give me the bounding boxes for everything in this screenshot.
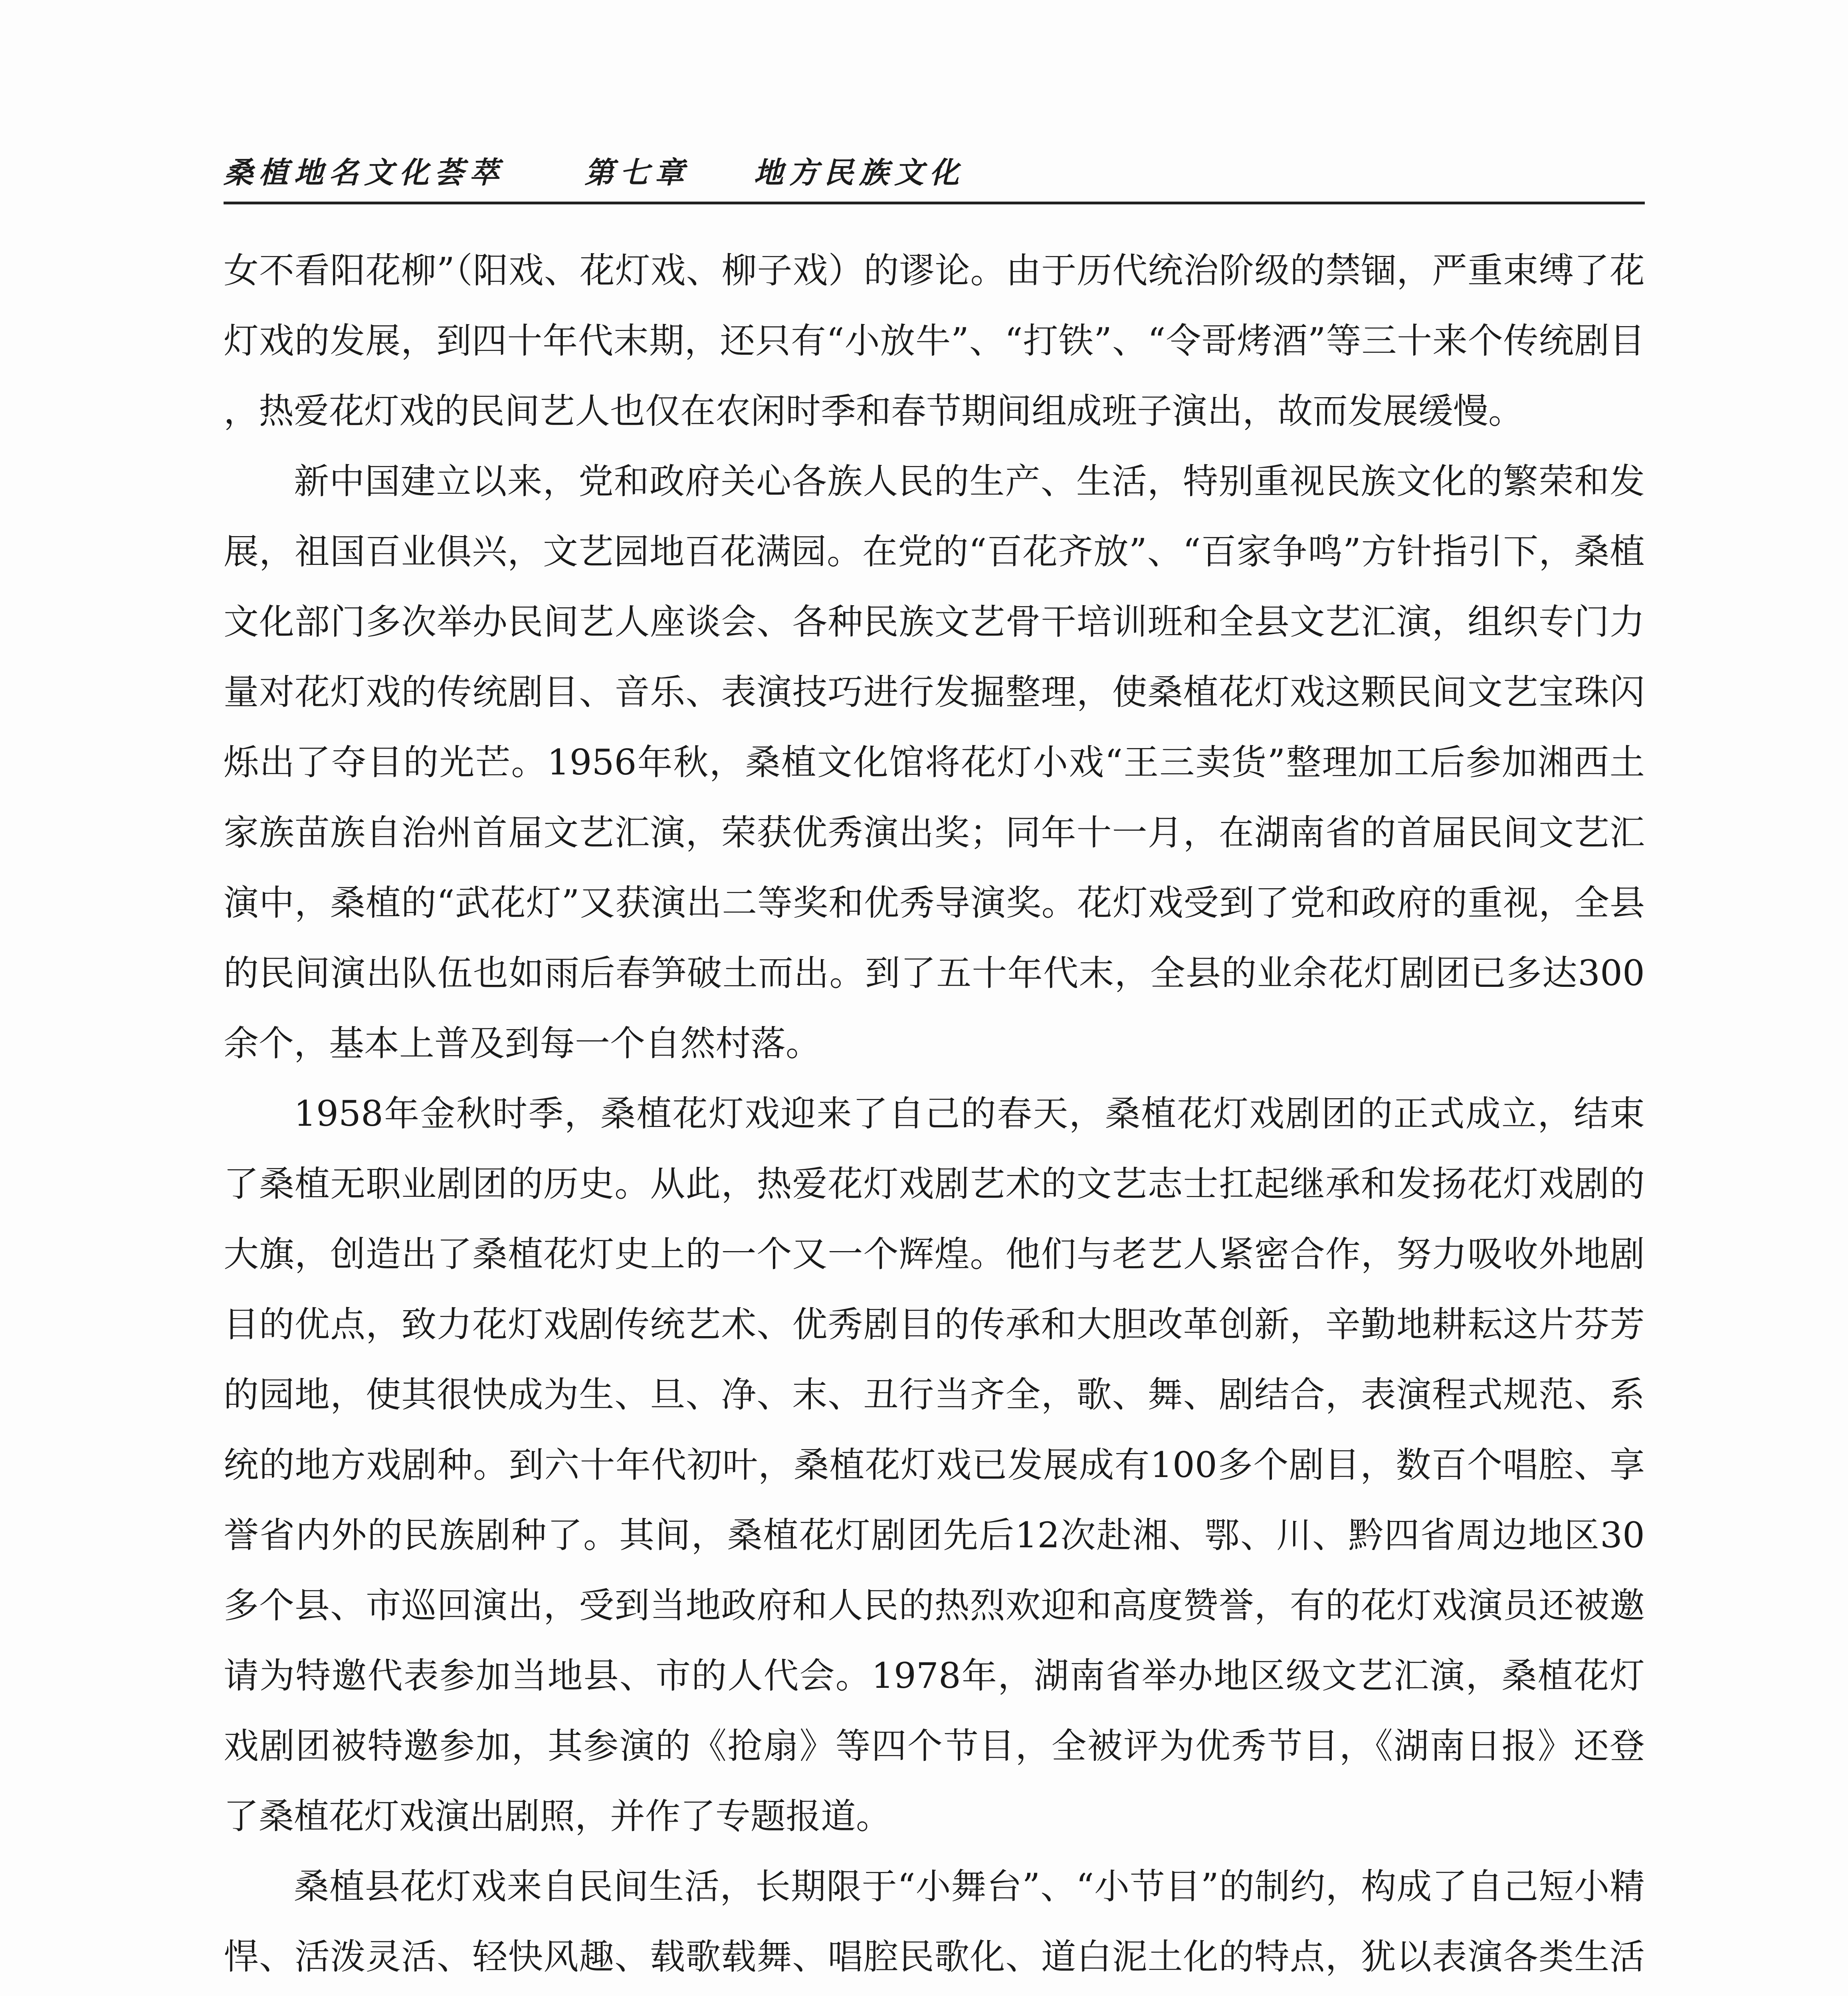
header-divider: [224, 202, 1645, 204]
body-text: [224, 236, 1645, 1996]
running-header: [224, 148, 1645, 192]
header-book-title: 桑植地名文化荟萃: [224, 156, 505, 190]
header-chapter-number: 第七章: [584, 156, 690, 190]
header-chapter-title: 地方民族文化: [754, 156, 965, 190]
paragraph: 桑植县花灯戏来自民间生活，长期限于“小舞台”、“小节目”的制约，构成了自己短小精悍、活泼灵活、轻快风趣、载歌载舞、唱腔民歌化、道白泥土化的特点，犹以表演各类生活: [224, 1866, 1645, 1977]
paragraph: 新中国建立以来，党和政府关心各族人民的生产、生活，特别重视民族文化的繁荣和发展，祖国百业俱兴，文艺园地百花满园。在党的“百花齐放”、“百家争鸣”方针指引下，桑植文化部门多次举办民间艺人座谈会、各种民族文艺骨干培训班和全县文艺汇演，组织专门力量对花灯戏的传统剧目、音乐、表演技巧进行发掘整理，使桑植花灯戏这颗民间文艺宝珠闪烁出了夺目的光芒。1956年秋，桑植文化馆将花灯小戏“王三卖货”整理加工后参加湘西土家族苗族自治州首届文艺汇演，荣获优秀演出奖；同年十一月，在湖南省的首届民间文艺汇演中，桑植的“武花灯”又获演出二等奖和优秀导演奖。花灯戏受到了党和政府的重视，全县的民间演出队伍也如雨后春笋破土而出。到了五十年代末，全县的业余花灯剧团已多达300余个，基本上普及到每一个自然村落。: [224, 461, 1645, 1064]
paragraph: 1958年金秋时季，桑植花灯戏迎来了自己的春天，桑植花灯戏剧团的正式成立，结束了桑植无职业剧团的历史。从此，热爱花灯戏剧艺术的文艺志士扛起继承和发扬花灯戏剧的大旗，创造出了桑植花灯史上的一个又一个辉煌。他们与老艺人紧密合作，努力吸收外地剧目的优点，致力花灯戏剧传统艺术、优秀剧目的传承和大胆改革创新，辛勤地耕耘这片芬芳的园地，使其很快成为生、旦、净、末、丑行当齐全，歌、舞、剧结合，表演程式规范、系统的地方戏剧种。到六十年代初叶，桑植花灯戏已发展成有100多个剧目，数百个唱腔、享誉省内外的民族剧种了。其间，桑植花灯剧团先后12次赴湘、鄂、川、黔四省周边地区30多个县、市巡回演出，受到当地政府和人民的热烈欢迎和高度赞誉，有的花灯戏演员还被邀请为特邀代表参加当地县、市的人代会。1978年，湖南省举办地区级文艺汇演，桑植花灯戏剧团被特邀参加，其参演的《抢扇》等四个节目，全被评为优秀节目，《湖南日报》还登了桑植花灯戏演出剧照，并作了专题报道。: [224, 1093, 1645, 1837]
paragraph-continued: 女不看阳花柳”（阳戏、花灯戏、柳子戏）的谬论。由于历代统治阶级的禁锢，严重束缚了花灯戏的发展，到四十年代末期，还只有“小放牛”、“打铁”、“令哥烤酒”等三十来个传统剧目，热爱花灯戏的民间艺人也仅在农闲时季和春节期间组成班子演出，故而发展缓慢。: [224, 250, 1645, 432]
